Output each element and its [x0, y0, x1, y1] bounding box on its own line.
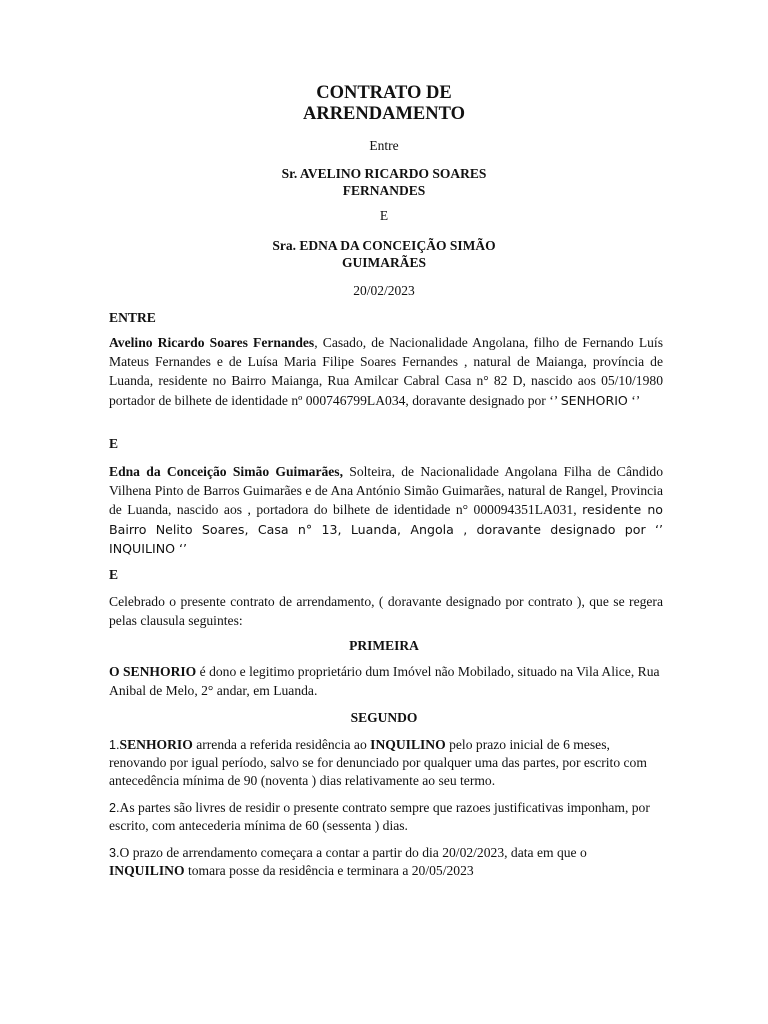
party2-paragraph	[109, 462, 663, 558]
senhorio-label: SENHORIO	[560, 392, 628, 408]
party2-name: Edna da Conceição Simão Guimarães,	[109, 464, 343, 479]
and-separator-2: E	[109, 567, 119, 582]
party2-residence: residente no Bairro Nelito Soares, Casa n° 13, Luanda, Angola , doravante designado por ‘’ INQUILINO ‘’	[109, 502, 664, 556]
item1-senhorio: SENHORIO	[119, 737, 193, 752]
party1-line-2: FERNANDES	[342, 183, 426, 198]
clause-first-heading: PRIMEIRA	[349, 638, 419, 653]
clause-second-heading: SEGUNDO	[350, 710, 418, 725]
party1-paragraph	[109, 333, 663, 410]
item2-number: 2.	[109, 801, 120, 815]
entre-heading: ENTRE	[109, 310, 156, 325]
clause-first-text	[109, 662, 663, 700]
contract-title	[0, 83, 768, 125]
party2-details: Solteira, de Nacionalidade Angolana Filha de Cândido Vilhena Pinto de Barros Guimarães e de Ana António Simão Guimarães, natural de Rangel, Provincia de Luanda, nascido aos , portadora do bilhete de identidade n° 000094351LA031,	[109, 464, 663, 518]
item1-number: 1.	[109, 738, 120, 752]
and-label: E	[379, 208, 389, 223]
party2-line-1: Sra. EDNA DA CONCEIÇÃO SIMÃO	[272, 238, 496, 253]
first-text: é dono e legitimo proprietário dum Imóvel não Mobilado, situado na Vila Alice, Rua Anibal de Melo, 2° andar, em Luanda.	[109, 664, 660, 699]
item3-text-1: O prazo de arrendamento começara a contar a partir do dia 20/02/2023, data em que o	[119, 845, 587, 860]
item3-inquilino: INQUILINO	[109, 863, 185, 878]
title-line-2: ARRENDAMENTO	[302, 104, 466, 124]
party1-details: , Casado, de Nacionalidade Angolana, filho de Fernando Luís Mateus Fernandes e de Luísa Maria Filipe Soares Fernandes , natural de Maianga, província de Luanda, residente no Bairro Maianga, Rua Amilcar Cabral Casa n° 82 D, nascido aos 05/10/1980 portador de bilhete de identidade nº 000746799LA034, doravante designado por ‘’	[109, 335, 663, 408]
clause-second-item-3	[109, 844, 663, 880]
party1-end: ‘’	[627, 392, 641, 408]
party1-line-1: Sr. AVELINO RICARDO SOARES	[281, 166, 487, 181]
celebration-paragraph: Celebrado o presente contrato de arrendamento, ( doravante designado por contrato ), que se regera pelas clausula seguintes:	[109, 594, 663, 629]
item1-inquilino: INQUILINO	[370, 737, 446, 752]
item1-text-2: pelo prazo inicial de 6 meses, renovando por igual período, salvo se for denunciado por qualquer uma das partes, por escrito com antecedência mínima de 90 (noventa ) dias relativamente ao seu termo.	[109, 737, 647, 788]
party2-heading	[0, 237, 768, 271]
contract-date: 20/02/2023	[353, 283, 415, 298]
item2-text: As partes são livres de residir o presente contrato sempre que razoes justificativas imponham, por escrito, com antecederia mínima de 60 (sessenta ) dias.	[109, 800, 650, 833]
between-label: Entre	[369, 138, 399, 153]
party1-name: Avelino Ricardo Soares Fernandes	[109, 335, 315, 350]
item3-text-2: tomara posse da residência e terminara a 20/05/2023	[184, 863, 474, 878]
and-separator-1: E	[109, 436, 119, 451]
item3-number: 3.	[109, 846, 120, 860]
party1-heading	[0, 165, 768, 199]
first-bold: O SENHORIO	[109, 664, 197, 679]
clause-second-item-2	[109, 799, 663, 835]
clause-second-item-1	[109, 736, 663, 790]
party2-line-2: GUIMARÃES	[341, 255, 426, 270]
title-line-1: CONTRATO DE	[316, 83, 452, 103]
item1-text-1: arrenda a referida residência ao	[192, 737, 371, 752]
